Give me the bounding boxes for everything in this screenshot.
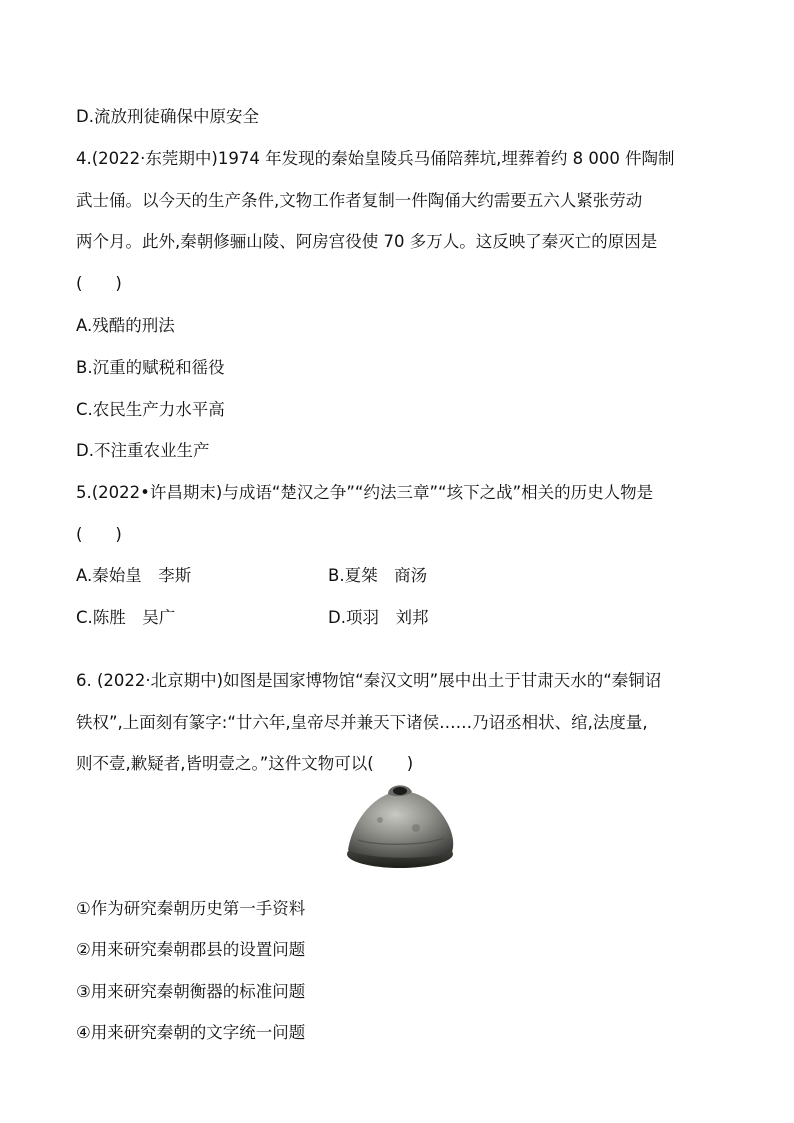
question-5-stem-line-1: 5.(2022•许昌期末)与成语“楚汉之争”“约法三章”“垓下之战”相关的历史人物是 [76, 483, 654, 502]
question-5-option-b: B.夏桀 商汤 [328, 566, 428, 585]
question-5-option-a: A.秦始皇 李斯 [76, 566, 192, 585]
question-4-option-c: C.农民生产力水平高 [76, 400, 225, 419]
question-4-stem-line-1: 4.(2022·东莞期中)1974 年发现的秦始皇陵兵马俑陪葬坑,埋葬着约 8 000 件陶制 [76, 149, 675, 168]
question-5-answer-blank: ( ) [76, 525, 122, 544]
question-4-option-a: A.残酷的刑法 [76, 316, 175, 335]
question-6-stem-line-2: 铁权”,上面刻有篆字:“廿六年,皇帝尽并兼天下诸侯……乃诏丞相状、绾,法度量, [76, 713, 648, 732]
question-5-option-d: D.项羽 刘邦 [328, 608, 429, 627]
question-6-statement-3: ③用来研究秦朝衡器的标准问题 [76, 982, 306, 1001]
question-6-statement-1: ①作为研究秦朝历史第一手资料 [76, 899, 306, 918]
question-4-option-b: B.沉重的赋税和徭役 [76, 358, 225, 377]
question-6-stem-line-3: 则不壹,歉疑者,皆明壹之。”这件文物可以( ) [76, 754, 414, 773]
question-4-stem-line-3: 两个月。此外,秦朝修骊山陵、阿房宫役使 70 多万人。这反映了秦灭亡的原因是 [76, 232, 658, 251]
bronze-weight-photo [344, 780, 456, 872]
question-5-option-c: C.陈胜 吴广 [76, 608, 176, 627]
question-4-answer-blank: ( ) [76, 274, 122, 293]
question-4-option-d: D.不注重农业生产 [76, 441, 210, 460]
question-6-statement-2: ②用来研究秦朝郡县的设置问题 [76, 940, 306, 959]
question-6-statement-4: ④用来研究秦朝的文字统一问题 [76, 1023, 306, 1042]
question-6-stem-line-1: 6. (2022·北京期中)如图是国家博物馆“秦汉文明”展中出土于甘肃天水的“秦铜诏 [76, 671, 662, 690]
question-3-option-d: D.流放刑徒确保中原安全 [76, 107, 259, 126]
question-4-stem-line-2: 武士俑。以今天的生产条件,文物工作者复制一件陶俑大约需要五六人紧张劳动 [76, 191, 643, 210]
